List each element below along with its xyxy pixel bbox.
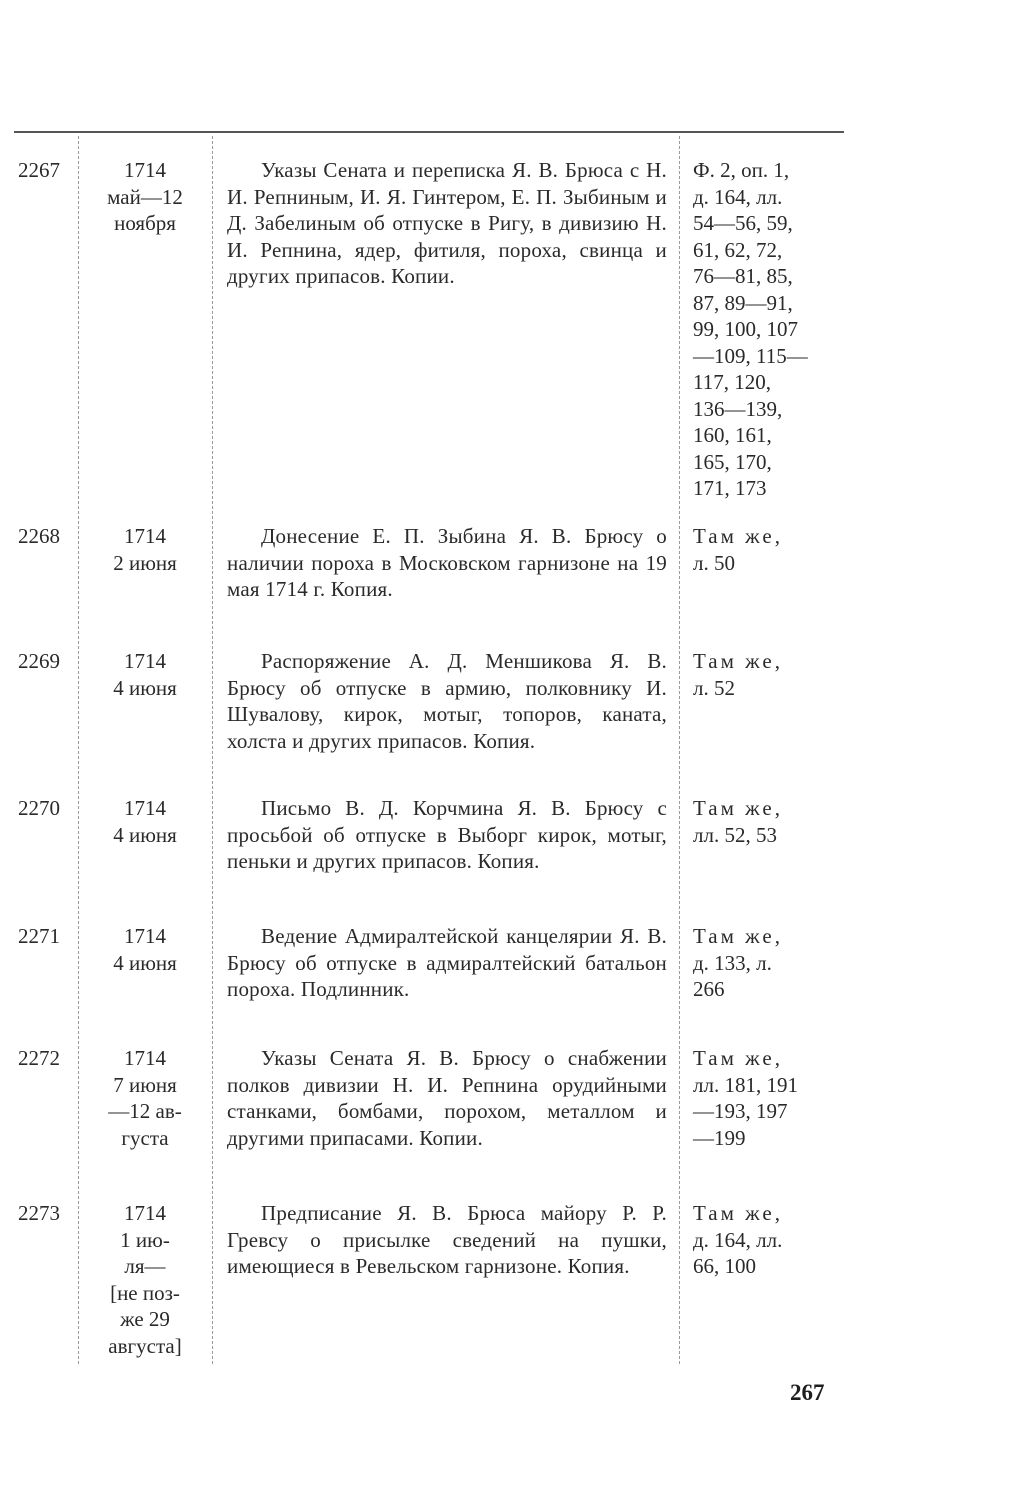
- entry-description: Указы Сената и переписка Я. В. Брюса с Н. И. Репниным, И. Я. Гинтером, Е. П. Зыбиным и Д. Забелиным об отпуске в Ригу, в дивизию Н. И. Репнина, ядер, фитиля, пороха, свинца и других припасов. Копии.: [227, 158, 667, 288]
- entry-date: 1714 4 июня: [113, 649, 177, 700]
- entry-description: Распоряжение А. Д. Меншикова Я. В. Брюсу об отпуске в армию, полковнику И. Шувалову, кирок, мотыг, топоров, каната, холста и других припасов. Копия.: [227, 649, 667, 753]
- column-divider: [212, 136, 213, 1364]
- entry-reference: Там же, д. 164, лл. 66, 100: [693, 1201, 783, 1278]
- entry-description: Письмо В. Д. Корчмина Я. В. Брюсу с просьбой об отпуске в Выборг кирок, мотыг, пеньки и других припасов. Копия.: [227, 796, 667, 873]
- entry-reference: Ф. 2, оп. 1, д. 164, лл. 54—56, 59, 61, 62, 72, 76—81, 85, 87, 89—91, 99, 100, 107 —109, 115— 117, 120, 136—139, 160, 161, 165, 170, 171, 173: [693, 158, 808, 500]
- entry-reference: Там же, д. 133, л. 266: [693, 924, 783, 1001]
- entry-reference: Там же, л. 52: [693, 649, 783, 700]
- entry-description: Указы Сената Я. В. Брюсу о снабжении полков дивизии Н. И. Репнина орудийными станками, бомбами, порохом, металлом и другими припасами. Копии.: [227, 1046, 667, 1150]
- entry-reference: Там же, л. 50: [693, 524, 783, 575]
- entry-date: 1714 4 июня: [113, 924, 177, 975]
- entry-date: 1714 2 июня: [113, 524, 177, 575]
- column-divider: [679, 136, 680, 1364]
- entry-date: 1714 май—12 ноября: [107, 158, 183, 235]
- entry-number: 2268: [18, 524, 60, 548]
- entry-description: Предписание Я. В. Брюса майору Р. Р. Гревсу о присылке сведений на пушки, имеющиеся в Ревельском гарнизоне. Копия.: [227, 1201, 667, 1278]
- entry-number: 2273: [18, 1201, 60, 1225]
- entry-number: 2270: [18, 796, 60, 820]
- entry-reference: Там же, лл. 52, 53: [693, 796, 783, 847]
- entry-date: 1714 1 ию- ля— [не поз- же 29 августа]: [108, 1201, 182, 1358]
- column-divider: [78, 136, 79, 1364]
- entry-number: 2272: [18, 1046, 60, 1070]
- entry-description: Донесение Е. П. Зыбина Я. В. Брюсу о наличии пороха в Московском гарнизоне на 19 мая 1714 г. Копия.: [227, 524, 667, 601]
- entry-reference: Там же, лл. 181, 191 —193, 197 —199: [693, 1046, 798, 1150]
- table-top-rule: [14, 131, 844, 133]
- entry-description: Ведение Адмиралтейской канцелярии Я. В. Брюсу об отпуске в адмиралтейский батальон пороха. Подлинник.: [227, 924, 667, 1001]
- page-number: 267: [790, 1380, 825, 1405]
- entry-number: 2271: [18, 924, 60, 948]
- entry-date: 1714 4 июня: [113, 796, 177, 847]
- entry-date: 1714 7 июня —12 ав- густа: [108, 1046, 182, 1150]
- entry-number: 2269: [18, 649, 60, 673]
- entry-number: 2267: [18, 158, 60, 182]
